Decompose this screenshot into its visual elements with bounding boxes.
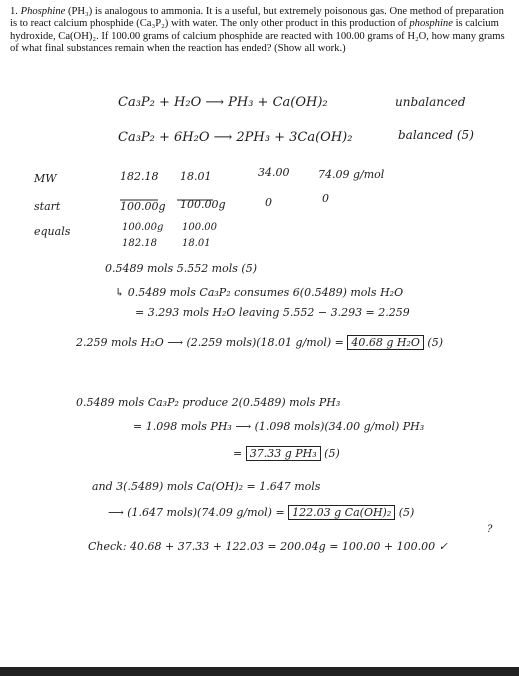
div2-numerator: 100.00 [182, 222, 217, 233]
step-1: ↳ 0.5489 mols Ca₃P₂ consumes 6(0.5489) mols H₂O [115, 286, 404, 299]
balanced-equation: Ca₃P₂ + 6H₂O ⟶ 2PH₃ + 3Ca(OH)₂ [118, 130, 353, 145]
problem-text-2: is calcium hydroxide, Ca(OH)₂. If 100.00 grams of calcium phosphide are reacted with 100.00 grams of H₂O, how many grams of what final substances remain when the reaction has ended? (Show all work.) [10, 18, 505, 54]
check-label: Check: [88, 540, 127, 553]
div2-denominator: 18.01 [182, 238, 211, 249]
step-8 [108, 506, 414, 519]
start-h2o: 100.00g [180, 198, 226, 211]
unbalanced-equation: Ca₃P₂ + H₂O ⟶ PH₃ + Ca(OH)₂ [118, 95, 328, 110]
step-6-eq: = [233, 447, 243, 460]
check-question-mark: ? [487, 524, 493, 535]
check-line [88, 540, 448, 553]
answer-water-box: 40.68 g H₂O [347, 335, 424, 350]
step-2: = 3.293 mols H₂O leaving 5.552 − 3.293 = 2.259 [135, 306, 410, 319]
answer-caoh2-box: 122.03 g Ca(OH)₂ [288, 505, 395, 520]
mw-ca3p2: 182.18 [120, 170, 159, 183]
mw-h2o: 18.01 [180, 170, 212, 183]
answer-phosphine-box: 37.33 g PH₃ [246, 446, 321, 461]
problem-number: 1. [10, 6, 18, 17]
step-5: = 1.098 mols PH₃ ⟶ (1.098 mols)(34.00 g/mol) PH₃ [133, 420, 425, 433]
step-6-score: (5) [324, 447, 340, 460]
step-3-lhs: 2.259 mols H₂O ⟶ (2.259 mols)(18.01 g/mol) = [76, 336, 344, 349]
unbalanced-label: unbalanced [395, 95, 466, 109]
mw-caoh2: 74.09 g/mol [318, 168, 385, 181]
bottom-bar [0, 667, 519, 676]
start-label: start [34, 200, 61, 213]
step-8-lhs: ⟶ (1.647 mols)(74.09 g/mol) = [108, 506, 285, 519]
check-sum: 40.68 + 37.33 + 122.03 = 200.04g [130, 540, 326, 553]
start-ca3p2: 100.00g [120, 200, 166, 213]
start-ph3: 0 [265, 196, 272, 209]
step-6 [233, 447, 340, 460]
step-3-score: (5) [427, 336, 444, 349]
step-7: and 3(.5489) mols Ca(OH)₂ = 1.647 mols [92, 480, 321, 493]
term-phosphine: Phosphine [20, 6, 66, 17]
moles-line: 0.5489 mols 5.552 mols (5) [105, 262, 257, 275]
problem-text-1: (PH₃) is analogous to ammonia. It is a useful, but extremely poisonous gas. One method of preparation is to react calcium phosphide (Ca₃P₂) with water. The only other product in this production of [10, 6, 504, 30]
equals-label: equals [34, 225, 71, 238]
check-rhs: = 100.00 + 100.00 ✓ [329, 540, 448, 553]
div1-denominator: 182.18 [122, 238, 157, 249]
term-phosphine-2: phosphine [409, 18, 453, 30]
div1-numerator: 100.00g [122, 222, 164, 233]
step-3 [76, 336, 443, 349]
mw-ph3: 34.00 [258, 166, 290, 179]
balanced-label: balanced (5) [398, 128, 474, 142]
step-4: 0.5489 mols Ca₃P₂ produce 2(0.5489) mols PH₃ [76, 396, 341, 409]
mw-label: MW [34, 172, 57, 185]
step-8-score: (5) [398, 506, 415, 519]
start-caoh2: 0 [322, 192, 329, 205]
